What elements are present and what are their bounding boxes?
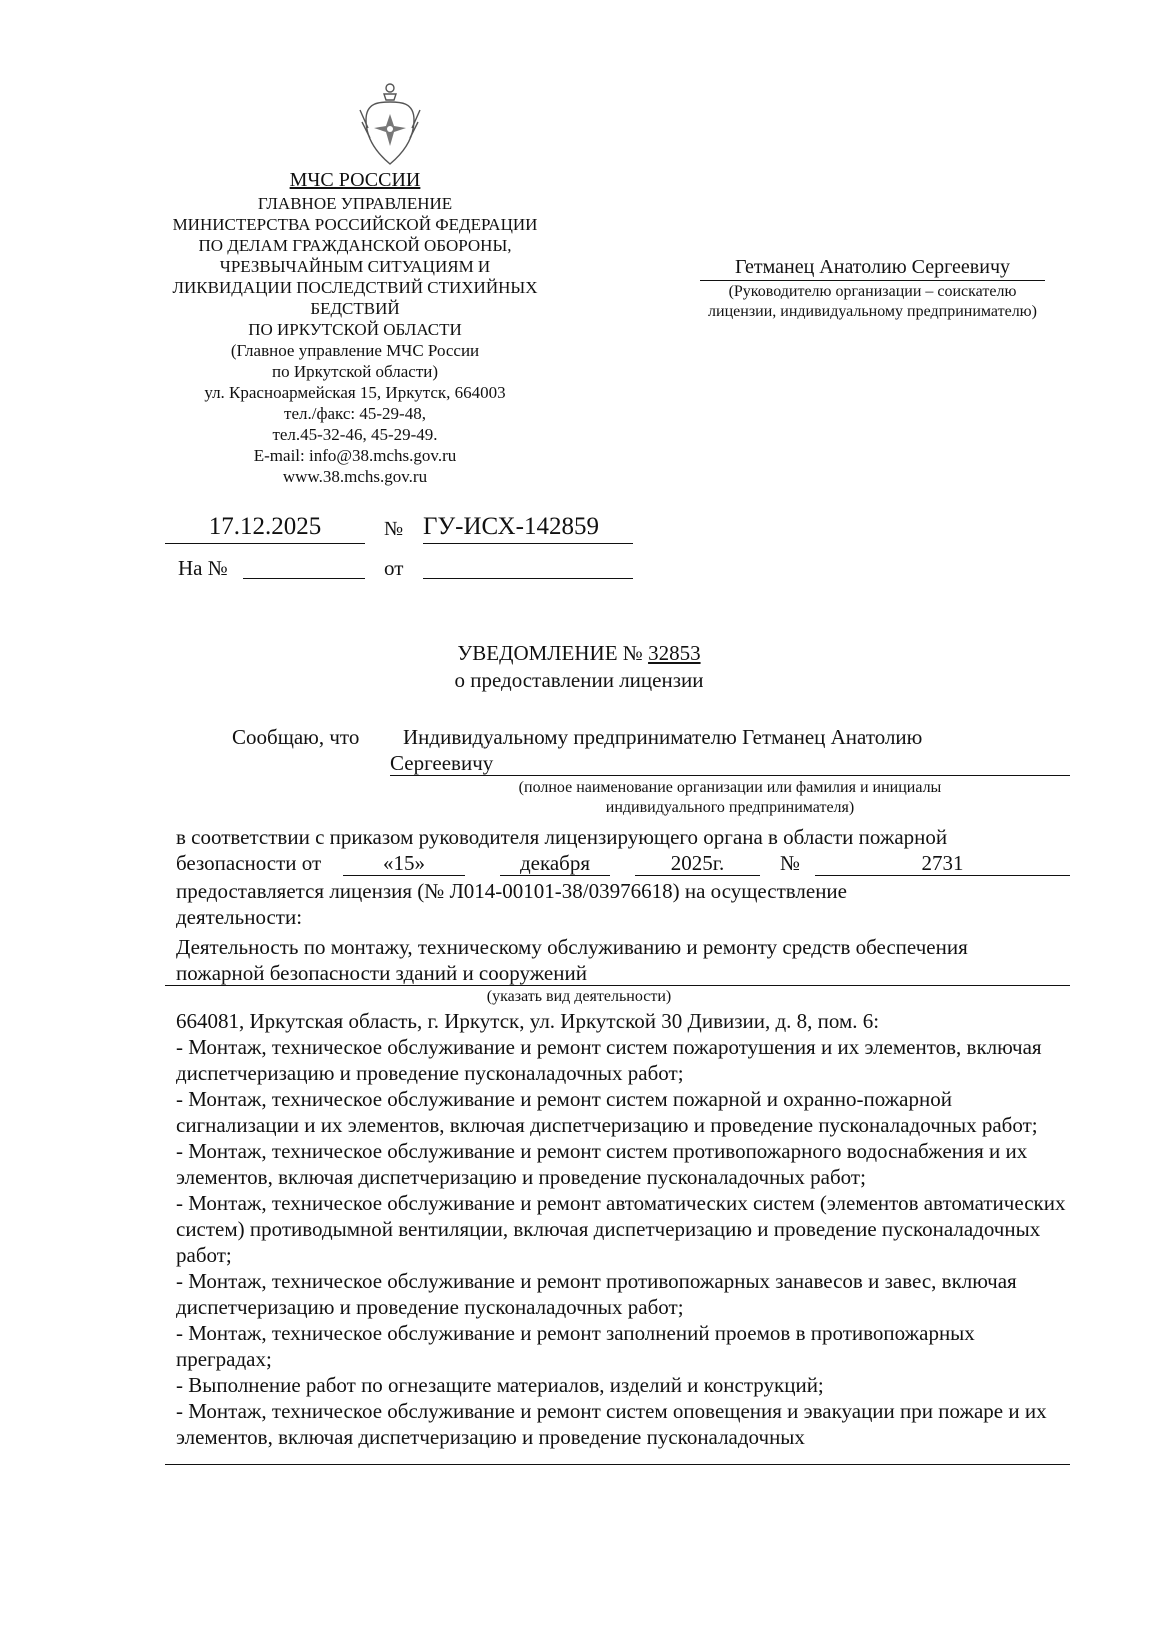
notice-number: 32853 xyxy=(648,641,701,665)
notice-title xyxy=(0,640,1158,666)
order-prefix: безопасности от xyxy=(176,851,322,875)
reference-field xyxy=(243,578,365,579)
org-phone: тел./факс: 45-29-48, xyxy=(284,404,426,423)
recipient-full-caption: (полное наименование организации или фамилия и инициалы индивидуального предпринимателя) xyxy=(518,779,942,816)
license-text-continued: деятельности: xyxy=(176,905,303,929)
org-line: (Главное управление МЧС России xyxy=(230,341,480,360)
recipient-name: Гетманец Анатолию Сергеевичу xyxy=(734,256,1011,278)
order-year-underline xyxy=(635,875,760,876)
works-bottom-rule xyxy=(165,1464,1070,1465)
from-field xyxy=(423,578,633,579)
works-list: - Монтаж, техническое обслуживание и ремонт систем пожаротушения и их элементов, включая диспетчеризацию и проведение пусконаладочных работ; - Монтаж, техническое обслуживание и ремонт систем пожарной и охранно-пожарной сигнализации и их элементов, включая диспетчеризацию и проведение пусконаладочных работ; - Монтаж, техническое обслуживание и ремонт систем противопожарного водоснабжения и их элементов, включая диспетчеризацию и проведение пусконаладочных работ; - Монтаж, техническое обслуживание и ремонт автоматических систем (элементов автоматических систем) противодымной вентиляции, включая диспетчеризацию и проведение пусконаладочных работ; - Монтаж, техническое обслуживание и ремонт противопожарных занавесов и завес, включая диспетчеризацию и проведение пусконаладочных работ; - Монтаж, техническое обслуживание и ремонт заполнений проемов в противопожарных преградах; - Выполнение работ по огнезащите материалов, изделий и конструкций; - Монтаж, техническое обслуживание и ремонт систем оповещения и эвакуации при пожаре и их элементов, включая диспетчеризацию и проведение пусконаладочных xyxy=(176,1035,1066,1449)
emblem-icon xyxy=(358,80,422,170)
org-line: МИНИСТЕРСТВА РОССИЙСКОЙ ФЕДЕРАЦИИ xyxy=(172,215,538,234)
org-line: БЕДСТВИЙ xyxy=(310,299,400,318)
order-number-underline xyxy=(815,875,1070,876)
org-phone: тел.45-32-46, 45-29-49. xyxy=(272,425,438,444)
order-number: 2731 xyxy=(921,851,964,875)
license-text: предоставляется лицензия (№ Л014-00101-38/03976618) на осуществление xyxy=(176,879,847,903)
order-text: в соответствии с приказом руководителя лицензирующего органа в области пожарной xyxy=(176,825,948,849)
org-website: www.38.mchs.gov.ru xyxy=(282,467,428,486)
notice-subtitle: о предоставлении лицензии xyxy=(454,668,704,692)
outgoing-date: 17.12.2025 xyxy=(208,513,322,540)
order-year: 2025г. xyxy=(670,851,725,875)
order-number-label: № xyxy=(780,851,801,875)
activity-type: Деятельность по монтажу, техническому обслуживанию и ремонту средств обеспечения пожарной безопасности зданий и сооружений xyxy=(176,935,968,985)
activity-caption: (указать вид деятельности) xyxy=(486,988,672,1005)
org-line: ПО ДЕЛАМ ГРАЖДАНСКОЙ ОБОРОНЫ, xyxy=(198,236,512,255)
number-label: № xyxy=(384,518,404,540)
org-line: ЧРЕЗВЫЧАЙНЫМ СИТУАЦИЯМ И xyxy=(219,257,491,276)
org-details xyxy=(150,193,560,487)
org-address: ул. Красноармейская 15, Иркутск, 664003 xyxy=(204,383,506,402)
date-underline xyxy=(165,543,365,544)
org-line: ПО ИРКУТСКОЙ ОБЛАСТИ xyxy=(248,320,462,339)
recipient-full-name: Индивидуальному предпринимателю Гетманец Анатолию Сергеевичу xyxy=(390,725,923,775)
notice-title-label: УВЕДОМЛЕНИЕ № xyxy=(457,641,643,665)
recipient-full-underline xyxy=(390,775,1070,776)
order-month: декабря xyxy=(519,851,591,875)
order-day: «15» xyxy=(383,851,425,875)
number-underline xyxy=(423,543,633,544)
reference-label: На № xyxy=(178,556,228,580)
order-month-underline xyxy=(500,875,610,876)
activity-underline xyxy=(165,985,1070,986)
org-email: E-mail: info@38.mchs.gov.ru xyxy=(253,446,457,465)
org-line: по Иркутской области) xyxy=(271,362,439,381)
outgoing-number: ГУ-ИСХ-142859 xyxy=(423,513,599,540)
org-line: ГЛАВНОЕ УПРАВЛЕНИЕ xyxy=(257,194,453,213)
org-short-name: МЧС РОССИИ xyxy=(289,169,421,191)
order-day-underline xyxy=(343,875,465,876)
org-line: ЛИКВИДАЦИИ ПОСЛЕДСТВИЙ СТИХИЙНЫХ xyxy=(172,278,538,297)
activity-address: 664081, Иркутская область, г. Иркутск, ул. Иркутской 30 Дивизии, д. 8, пом. 6: xyxy=(176,1009,880,1033)
recipient-underline xyxy=(700,280,1045,281)
inform-label: Сообщаю, что xyxy=(232,725,360,749)
recipient-caption: (Руководителю организации – соискателю лицензии, индивидуальному предпринимателю) xyxy=(708,283,1037,320)
from-label: от xyxy=(384,556,404,580)
